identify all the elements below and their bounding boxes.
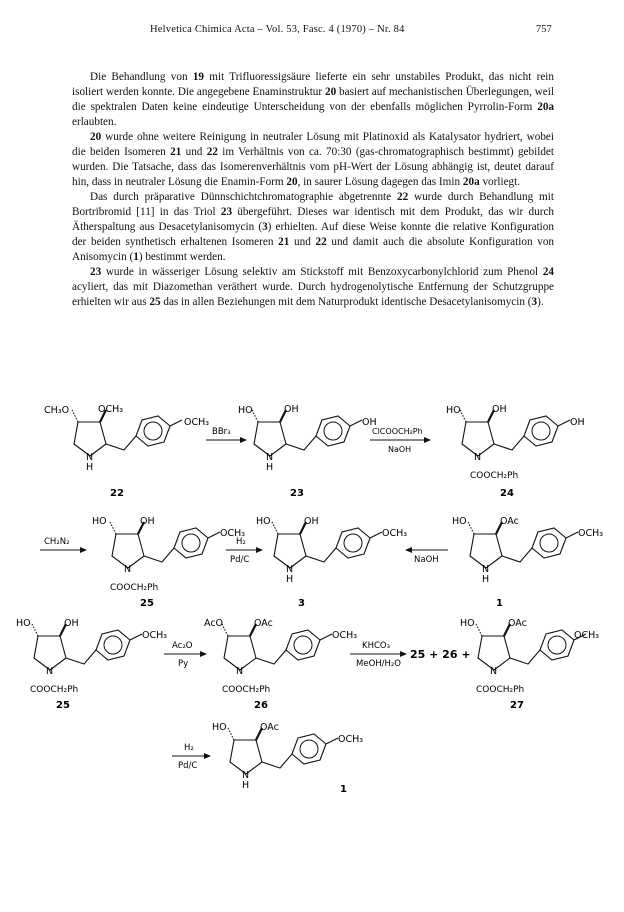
paragraph-4: 23 wurde in wässeriger Lösung selektiv am Stickstoff mit Benzoxycarbonylchlorid zum Phenol 24 acyliert, das mit Diazomethan veräthert wurde. Durch hydrogenolytische Entfernung der Schutzgruppe erhielten wir aus 25 das in allen Beziehungen mit dem Naturprodukt identische Desacetylanisomycin (3). [72, 266, 554, 308]
label-ho: HO [256, 516, 271, 527]
compound-23 [238, 404, 377, 473]
body-text [72, 70, 554, 310]
compound-label-22: 22 [110, 488, 124, 499]
label-n: N [266, 452, 274, 463]
label-ho: HO [16, 618, 31, 629]
label-h: H [286, 574, 294, 585]
page-number: 757 [536, 24, 552, 35]
label-och3: OCH₃ [578, 528, 604, 539]
label-oh: OH [64, 618, 79, 629]
compound-1-a [452, 516, 603, 585]
reagent-py: Py [178, 659, 189, 669]
compound-26 [204, 618, 357, 695]
label-oh: OH [304, 516, 319, 527]
label-n: N [474, 452, 482, 463]
reagent-ch2n2: CH₂N₂ [44, 537, 70, 547]
label-h: H [266, 462, 274, 473]
label-ho: HO [238, 405, 253, 416]
label-oac: OAc [254, 618, 273, 629]
label-och3: OCH₃ [338, 734, 364, 745]
label-och3: OCH₃ [382, 528, 408, 539]
label-n: N [286, 564, 294, 575]
paragraph-2: 20 wurde ohne weitere Reinigung in neutraler Lösung mit Platinoxid als Katalysator hydriert, wobei die beiden Isomeren 21 und 22 im Verhältnis von ca. 70:30 (gas-chromatographisch bestimmt) gebildet wurden. Die Tatsache, dass das Isomerenverhältnis vom pH-Wert der Lösung abhängig ist, deutet darauf hin, dass in neutraler Lösung die Enamin-Form 20, in saurer Lösung dagegen das Imin 20a vorliegt. [72, 131, 554, 188]
label-ho: HO [92, 516, 107, 527]
compound-1-b [212, 722, 363, 791]
reagent-meoh: MeOH/H₂O [356, 659, 401, 669]
label-h: H [482, 574, 490, 585]
label-ho: HO [446, 405, 461, 416]
compound-label-25b: 25 [56, 700, 70, 711]
compound-3 [256, 516, 407, 585]
label-h: H [86, 462, 94, 473]
label-oac: OAc [500, 516, 519, 527]
label-cbz: COOCH₂Ph [470, 471, 519, 481]
compound-25-b [16, 618, 167, 695]
reaction-scheme [0, 398, 624, 898]
label-och3: OCH₃ [142, 630, 168, 641]
label-ho: HO [460, 618, 475, 629]
label-cbz: COOCH₂Ph [110, 583, 159, 593]
label-oh: OH [140, 516, 155, 527]
compound-25-a [92, 516, 245, 593]
label-n: N [46, 666, 54, 677]
label-oh-b: OH [362, 417, 377, 428]
label-ho: HO [212, 722, 227, 733]
reagent-bbr3: BBr₃ [212, 427, 231, 437]
reagent-ac2o: Ac₂O [172, 641, 193, 651]
label-cbz: COOCH₂Ph [476, 685, 525, 695]
compound-label-23: 23 [290, 488, 304, 499]
label-cbz: COOCH₂Ph [222, 685, 271, 695]
compound-label-24: 24 [500, 488, 514, 499]
reagent-cbzcl: ClCOOCH₂Ph [372, 427, 423, 436]
label-h: H [242, 780, 250, 791]
compound-label-26: 26 [254, 700, 268, 711]
reagent-h2: H₂ [236, 537, 246, 547]
label-ch3o: CH₃O [44, 405, 70, 416]
reagent-h2-b: H₂ [184, 743, 194, 753]
label-oh-a: OH [492, 404, 507, 415]
compound-27 [460, 618, 599, 695]
compound-22 [44, 404, 209, 473]
compound-24 [446, 404, 585, 481]
compound-label-3: 3 [298, 598, 305, 609]
label-och3: OCH₃ [574, 630, 600, 641]
reagent-naoh: NaOH [388, 445, 412, 454]
product-sum: 25 + 26 + [410, 648, 471, 661]
running-head: Helvetica Chimica Acta – Vol. 53, Fasc. 4 (1970) – Nr. 84 [150, 24, 405, 35]
label-n: N [490, 666, 498, 677]
page-header [0, 24, 624, 44]
scheme-drawing [0, 398, 624, 898]
compound-label-1: 1 [496, 598, 503, 609]
label-ho: HO [452, 516, 467, 527]
reagent-naoh-2: NaOH [414, 555, 439, 565]
label-n: N [124, 564, 132, 575]
label-oh-a: OH [284, 404, 299, 415]
label-oac: OAc [260, 722, 279, 733]
compound-label-27: 27 [510, 700, 524, 711]
paragraph-1: Die Behandlung von 19 mit Trifluoressigsäure lieferte ein sehr unstabiles Produkt, das nicht rein isoliert werden konnte. Die angegebene Enaminstruktur 20 basiert auf mechanistischen Überlegungen, weil die spektralen Daten keine eindeutige Unterscheidung von der ebenfalls möglichen Pyrrolin-Form 20a erlaubten. [72, 71, 555, 128]
reagent-pdc-b: Pd/C [178, 761, 198, 771]
paragraph-3: Das durch präparative Dünnschichtchromatographie abgetrennte 22 wurde durch Behandlung mit Bortribromid [11] in das Triol 23 übergeführt. Dieses war identisch mit dem Produkt, das wir durch Ätherspaltung aus Desacetylanisomycin (3) erhielten. Auf diese Weise konnte die relative Konfiguration der beiden synthetisch erhaltenen Isomeren 21 und 22 und damit auch die absolute Konfiguration von Anisomycin (1) bestimmt werden. [72, 191, 555, 263]
label-och3-a: OCH₃ [98, 404, 124, 415]
label-aco: AcO [204, 618, 224, 629]
label-n: N [482, 564, 490, 575]
label-och3: OCH₃ [332, 630, 358, 641]
label-oh-b: OH [570, 417, 585, 428]
reagent-pdc: Pd/C [230, 555, 250, 565]
label-cbz: COOCH₂Ph [30, 685, 79, 695]
label-oac: OAc [508, 618, 527, 629]
label-och3: OCH₃ [220, 528, 246, 539]
label-n: N [242, 770, 250, 781]
label-n: N [86, 452, 94, 463]
reagent-khco3: KHCO₃ [362, 641, 390, 651]
label-n: N [236, 666, 244, 677]
label-och3-b: OCH₃ [184, 417, 210, 428]
compound-label-25: 25 [140, 598, 154, 609]
compound-label-1b: 1 [340, 784, 347, 795]
